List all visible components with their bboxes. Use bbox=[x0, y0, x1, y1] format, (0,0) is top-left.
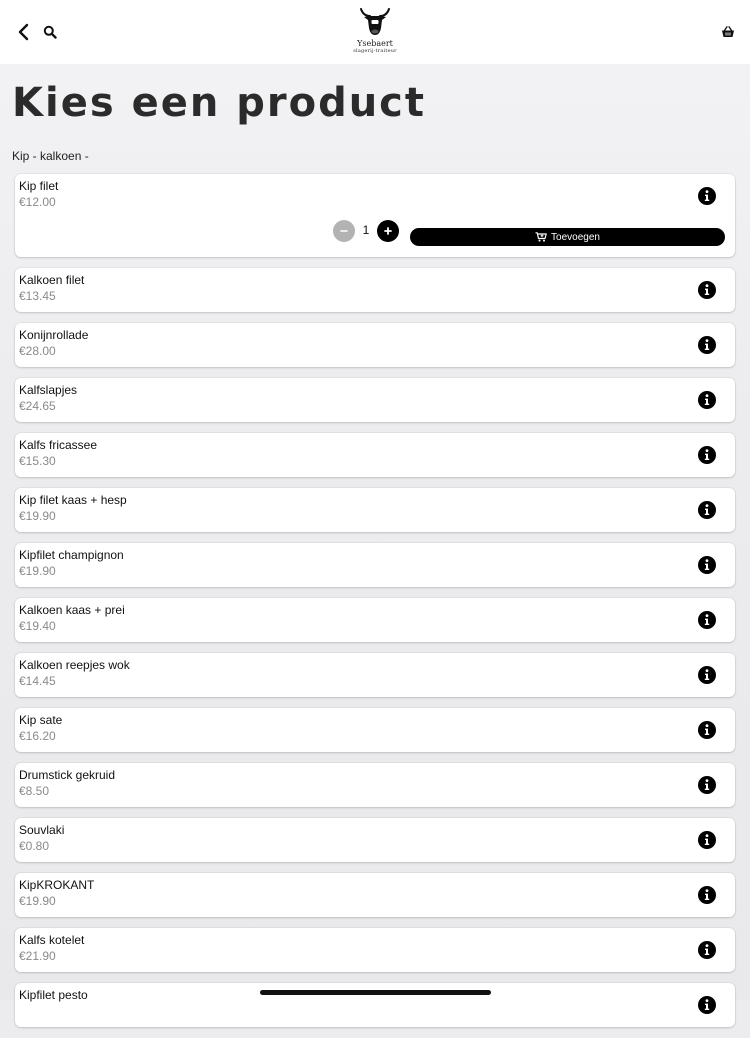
product-card[interactable] bbox=[15, 708, 735, 752]
quantity-value: 1 bbox=[362, 223, 370, 237]
cart-button[interactable] bbox=[715, 18, 741, 46]
product-card[interactable] bbox=[15, 873, 735, 917]
product-card-selected[interactable] bbox=[15, 174, 735, 257]
product-card[interactable] bbox=[15, 543, 735, 587]
brand-logo[interactable] bbox=[335, 6, 415, 54]
info-icon[interactable] bbox=[697, 186, 717, 206]
search-icon bbox=[43, 25, 57, 39]
product-name: Konijnrollade bbox=[19, 328, 89, 342]
product-price: €21.90 bbox=[19, 949, 56, 963]
quantity-decrease-button[interactable] bbox=[333, 220, 355, 242]
product-name: Kip sate bbox=[19, 713, 63, 727]
info-icon[interactable] bbox=[697, 445, 717, 465]
info-icon[interactable] bbox=[697, 280, 717, 300]
add-to-cart-button[interactable] bbox=[410, 228, 725, 246]
product-name: Kalfslapjes bbox=[19, 383, 78, 397]
info-icon[interactable] bbox=[697, 555, 717, 575]
info-icon[interactable] bbox=[697, 500, 717, 520]
product-card[interactable] bbox=[15, 653, 735, 697]
logo-subtitle: slagerij-traiteur bbox=[353, 48, 397, 54]
info-icon[interactable] bbox=[697, 610, 717, 630]
content-area bbox=[0, 64, 750, 1000]
product-name: Kalfs fricassee bbox=[19, 438, 98, 452]
product-price: €0.80 bbox=[19, 839, 50, 853]
info-icon[interactable] bbox=[697, 390, 717, 410]
add-to-cart-label: Toevoegen bbox=[551, 231, 600, 243]
product-name: KipKROKANT bbox=[19, 878, 95, 892]
cart-plus-icon bbox=[535, 232, 547, 242]
cow-head-icon bbox=[359, 6, 391, 36]
product-price: €14.45 bbox=[19, 674, 56, 688]
product-name: Kipfilet champignon bbox=[19, 548, 124, 562]
category-heading: Kip - kalkoen - bbox=[12, 149, 89, 163]
quantity-increase-button[interactable] bbox=[377, 220, 399, 242]
home-indicator bbox=[260, 990, 491, 995]
info-icon[interactable] bbox=[697, 775, 717, 795]
info-icon[interactable] bbox=[697, 335, 717, 355]
minus-icon bbox=[339, 226, 349, 236]
basket-icon bbox=[721, 26, 735, 38]
product-name: Souvlaki bbox=[19, 823, 65, 837]
product-price: €19.40 bbox=[19, 619, 56, 633]
product-card[interactable] bbox=[15, 268, 735, 312]
product-name: Kalkoen filet bbox=[19, 273, 85, 287]
product-name: Kalkoen reepjes wok bbox=[19, 658, 130, 672]
product-price: €16.20 bbox=[19, 729, 56, 743]
info-icon[interactable] bbox=[697, 665, 717, 685]
info-icon[interactable] bbox=[697, 720, 717, 740]
info-icon[interactable] bbox=[697, 830, 717, 850]
product-card[interactable] bbox=[15, 488, 735, 532]
chevron-left-icon bbox=[16, 23, 30, 41]
search-button[interactable] bbox=[37, 18, 63, 46]
product-name: Kip filet kaas + hesp bbox=[19, 493, 127, 507]
product-name: Kalkoen kaas + prei bbox=[19, 603, 125, 617]
plus-icon bbox=[383, 226, 393, 236]
product-name: Kipfilet pesto bbox=[19, 988, 88, 1002]
product-price: €12.00 bbox=[19, 195, 56, 209]
page-title: Kies een product bbox=[12, 80, 427, 126]
app-header bbox=[0, 0, 750, 65]
logo-name: Ysebaert bbox=[357, 39, 393, 48]
product-price: €24.65 bbox=[19, 399, 56, 413]
product-card[interactable] bbox=[15, 598, 735, 642]
product-name: Kalfs kotelet bbox=[19, 933, 85, 947]
info-icon[interactable] bbox=[697, 940, 717, 960]
product-price: €8.50 bbox=[19, 784, 50, 798]
product-list bbox=[15, 174, 735, 1038]
product-price: €15.30 bbox=[19, 454, 56, 468]
product-card[interactable] bbox=[15, 378, 735, 422]
back-button[interactable] bbox=[10, 18, 36, 46]
product-price: €19.90 bbox=[19, 564, 56, 578]
product-price: €19.90 bbox=[19, 509, 56, 523]
product-card[interactable] bbox=[15, 433, 735, 477]
info-icon[interactable] bbox=[697, 995, 717, 1015]
product-name: Kip filet bbox=[19, 179, 59, 193]
product-price: €13.45 bbox=[19, 289, 56, 303]
product-card[interactable] bbox=[15, 928, 735, 972]
product-card[interactable] bbox=[15, 323, 735, 367]
product-price: €19.90 bbox=[19, 894, 56, 908]
product-card[interactable] bbox=[15, 763, 735, 807]
product-name: Drumstick gekruid bbox=[19, 768, 116, 782]
product-card[interactable] bbox=[15, 818, 735, 862]
product-price: €28.00 bbox=[19, 344, 56, 358]
info-icon[interactable] bbox=[697, 885, 717, 905]
